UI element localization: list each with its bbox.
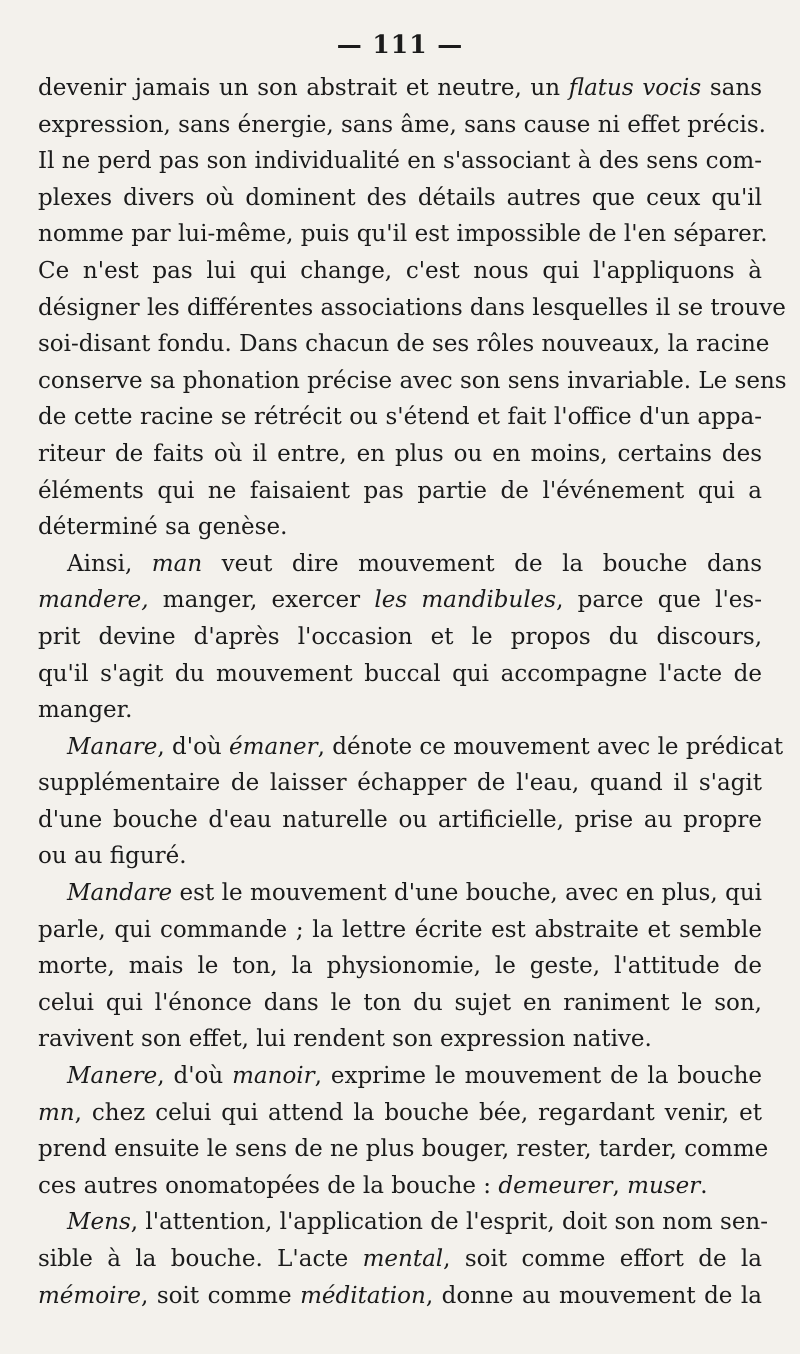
text-run: plexes divers où dominent des détails autres que ceux qu'il (38, 184, 762, 211)
text-line (38, 1204, 769, 1241)
text-run: prit devine d'après l'occasion et le propos du discours, (38, 623, 762, 650)
text-line (38, 253, 762, 290)
italic-term: les mandibules (374, 587, 557, 614)
text-line (38, 1278, 762, 1315)
text-run: veut dire mouvement de la bouche dans (202, 550, 762, 577)
text-line (38, 1095, 762, 1132)
text-line (38, 436, 762, 473)
text-line (38, 1058, 762, 1095)
italic-term: man (151, 550, 203, 577)
text-run: désigner les différentes associations dans lesquelles il se trouve (38, 294, 786, 321)
text-line (38, 216, 768, 253)
text-run: Ainsi, (67, 550, 152, 577)
text-run: , soit comme (141, 1282, 301, 1309)
text-run: , exprime le mouvement de la bouche (314, 1063, 763, 1090)
text-line (38, 875, 762, 912)
text-run: expression, sans énergie, sans âme, sans cause ni effet précis. (38, 111, 766, 138)
text-line (38, 729, 784, 766)
text-run: . (700, 1172, 708, 1199)
text-run: , (612, 1172, 628, 1199)
text-run: parle, qui commande ; la lettre écrite est abstraite et semble (38, 916, 762, 943)
text-line (38, 765, 762, 802)
text-run: , chez celui qui attend la bouche bée, regardant venir, et (74, 1099, 762, 1126)
text-line (38, 985, 762, 1022)
text-line (38, 838, 762, 875)
text-run: nomme par lui-même, puis qu'il est impossible de l'en séparer. (38, 221, 768, 248)
italic-term: mémoire (38, 1282, 142, 1309)
text-run: , soit comme effort de la (443, 1246, 763, 1272)
italic-term: émaner (229, 733, 318, 760)
page-number: — 111 — (336, 30, 464, 59)
text-run: devenir jamais un son abstrait et neutre, un (38, 75, 569, 101)
text-line (38, 802, 762, 839)
italic-term: muser (627, 1172, 701, 1199)
text-run: ou au figuré. (38, 843, 187, 870)
text-run: sible à la bouche. L'acte (38, 1246, 363, 1272)
text-run: déterminé sa genèse. (38, 514, 288, 541)
text-run: qu'il s'agit du mouvement buccal qui accompagne l'acte de (38, 660, 762, 687)
text-run: ces autres onomatopées de la bouche : (38, 1172, 499, 1199)
italic-term: mandere, (38, 587, 149, 614)
text-run: , d'où (157, 733, 230, 760)
text-run: Ce n'est pas lui qui change, c'est nous qui l'appliquons à (38, 257, 762, 284)
text-run: morte, mais le ton, la physionomie, le geste, l'attitude de (38, 953, 762, 980)
italic-term: flatus vocis (568, 75, 702, 101)
text-run: , dénote ce mouvement avec le prédicat (317, 733, 784, 760)
text-run: celui qui l'énonce dans le ton du sujet en raniment le son, (38, 989, 762, 1016)
text-line (38, 399, 762, 436)
text-line (38, 619, 762, 656)
text-run: , l'attention, l'application de l'esprit, doit son nom sen- (130, 1209, 769, 1236)
text-line (38, 473, 762, 510)
text-line (38, 948, 762, 985)
text-line (38, 582, 762, 619)
italic-term: mn (38, 1099, 75, 1126)
text-line (38, 107, 766, 144)
text-run: Il ne perd pas son individualité en s'associant à des sens com- (38, 148, 762, 175)
text-run: de cette racine se rétrécit ou s'étend et fait l'office d'un appa- (38, 404, 762, 431)
text-line (38, 912, 762, 949)
italic-term: méditation (300, 1282, 426, 1309)
text-line (38, 656, 762, 693)
italic-term: demeurer (498, 1172, 613, 1199)
text-line (38, 143, 762, 180)
text-line (38, 70, 762, 107)
text-line (38, 290, 786, 327)
text-run: , donne au mouvement de la (425, 1282, 762, 1309)
text-run: ravivent son effet, lui rendent son expression native. (38, 1026, 652, 1053)
italic-term: Mandare (67, 880, 173, 907)
text-line (38, 1168, 762, 1205)
text-run: d'une bouche d'eau naturelle ou artificielle, prise au propre (38, 806, 762, 833)
text-line (38, 180, 762, 217)
italic-term: Manare (67, 733, 158, 760)
text-run: sans (701, 75, 763, 101)
text-line (38, 1131, 769, 1168)
text-line (38, 509, 762, 546)
text-line (38, 546, 762, 583)
text-run: riteur de faits où il entre, en plus ou en moins, certains des (38, 440, 762, 467)
text-line (38, 692, 762, 729)
italic-term: manoir (232, 1063, 315, 1090)
text-line (38, 1241, 762, 1278)
text-run: est le mouvement d'une bouche, avec en plus, qui (172, 880, 762, 907)
text-run: conserve sa phonation précise avec son sens invariable. Le sens (38, 367, 787, 394)
text-run: manger, exercer (148, 587, 375, 614)
text-run: manger. (38, 697, 133, 724)
text-line (38, 1021, 762, 1058)
text-line (38, 363, 787, 400)
body-text (38, 70, 787, 1314)
text-run: éléments qui ne faisaient pas partie de l'événement qui a (38, 477, 762, 504)
italic-term: Mens (67, 1209, 131, 1236)
text-run: prend ensuite le sens de ne plus bouger, rester, tarder, comme (38, 1136, 769, 1163)
text-run: , d'où (157, 1063, 233, 1090)
text-line (38, 326, 770, 363)
text-run: supplémentaire de laisser échapper de l'eau, quand il s'agit (38, 770, 762, 797)
italic-term: Manere (67, 1063, 158, 1090)
text-run: , parce que l'es- (556, 587, 762, 614)
text-run: soi-disant fondu. Dans chacun de ses rôles nouveaux, la racine (38, 331, 770, 358)
italic-term: mental (362, 1246, 444, 1272)
